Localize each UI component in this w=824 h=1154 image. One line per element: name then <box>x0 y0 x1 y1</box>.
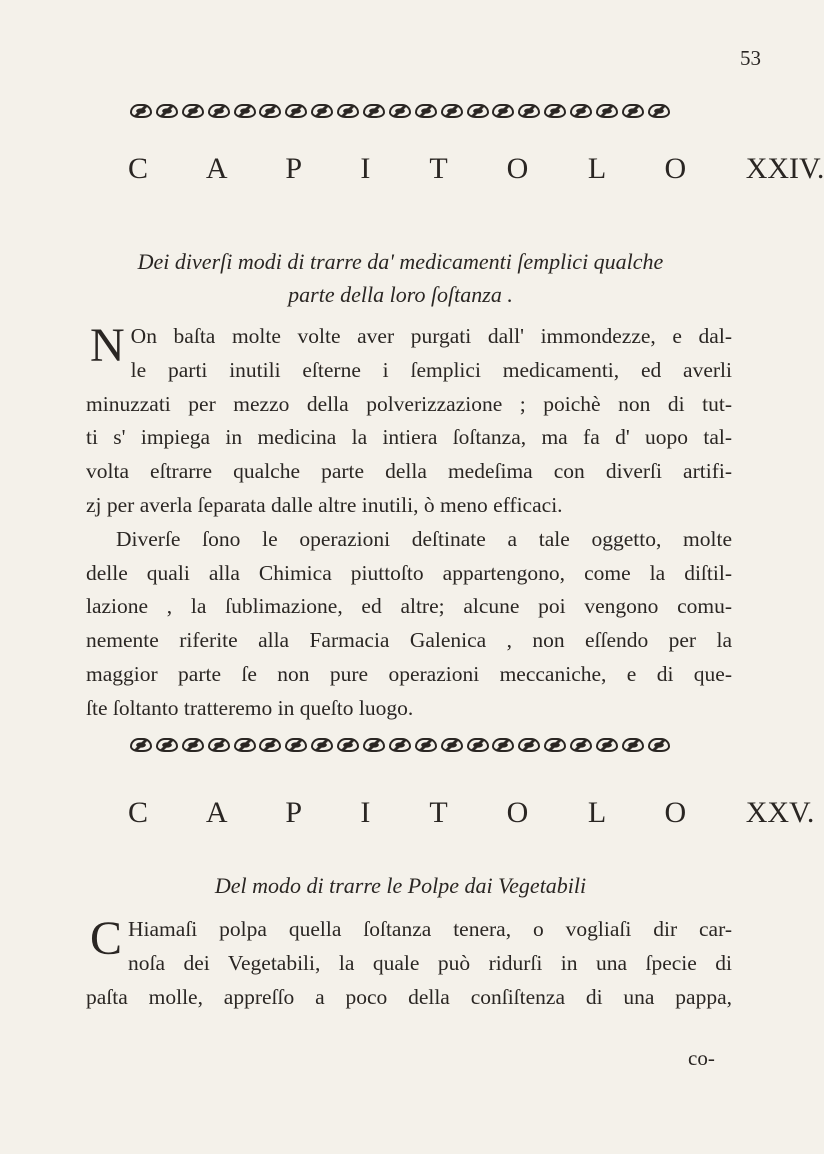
text-line: volta eſtrarre qualche parte della medeſima con diverſi artifi- <box>86 459 732 484</box>
text-line: paſta molle, appreſſo a poco della conſiſtenza di una pappa, <box>86 984 732 1009</box>
drop-capital: N <box>90 319 125 372</box>
text-line: nemente riferite alla Farmacia Galenica , non eſſendo per la <box>86 628 732 653</box>
text-line: le parti inutili eſterne i ſemplici medicamenti, ed averli <box>130 357 732 382</box>
text-line: Diverſe ſono le operazioni deſtinate a tale oggetto, molte <box>116 526 732 551</box>
chapter-subtitle-1b: parte della loro ſoſtanza . <box>288 282 513 307</box>
ornament-band-middle <box>130 732 670 758</box>
drop-capital: C <box>90 912 123 965</box>
text-line: ti s' impiega in medicina la intiera ſoſtanza, ma fa d' uopo tal- <box>86 425 732 450</box>
chapter-body-2 <box>86 913 732 1014</box>
page-number: 53 <box>740 46 761 70</box>
text-line: lazione , la ſublimazione, ed altre; alcune poi vengono comu- <box>86 594 732 619</box>
text-line: maggior parte ſe non pure operazioni meccaniche, e di que- <box>86 661 732 686</box>
catchword: co- <box>688 1046 715 1070</box>
chapter-numeral: XXIV. <box>745 152 824 185</box>
ornament-band-top <box>130 98 670 124</box>
text-line: delle quali alla Chimica piuttoſto appartengono, come la diſtil- <box>86 560 732 585</box>
chapter-label: C A P I T O L O <box>128 796 713 829</box>
chapter-body-1 <box>86 320 732 726</box>
text-line: noſa dei Vegetabili, la quale può ridurſi in una ſpecie di <box>128 950 732 975</box>
text-line: ſte ſoltanto tratteremo in queſto luogo. <box>86 695 414 720</box>
chapter-subtitle-1a: Dei diverſi modi di trarre da' medicamenti ſemplici qualche <box>137 249 664 274</box>
text-line: minuzzati per mezzo della polverizzazione ; poichè non di tut- <box>86 391 732 416</box>
chapter-subtitle-2: Del modo di trarre le Polpe dai Vegetabili <box>214 873 587 898</box>
chapter-heading-1 <box>128 152 824 186</box>
chapter-label: C A P I T O L O <box>128 152 713 185</box>
text-line: Hiamaſi polpa quella ſoſtanza tenera, o vogliaſi dir car- <box>128 917 732 941</box>
chapter-numeral: XXV. <box>745 796 815 829</box>
text-line: On baſta molte volte aver purgati dall' immondezze, e dal- <box>130 324 732 348</box>
chapter-heading-2 <box>128 796 815 830</box>
text-line: zj per averla ſeparata dalle altre inutili, ò meno efficaci. <box>86 492 563 517</box>
